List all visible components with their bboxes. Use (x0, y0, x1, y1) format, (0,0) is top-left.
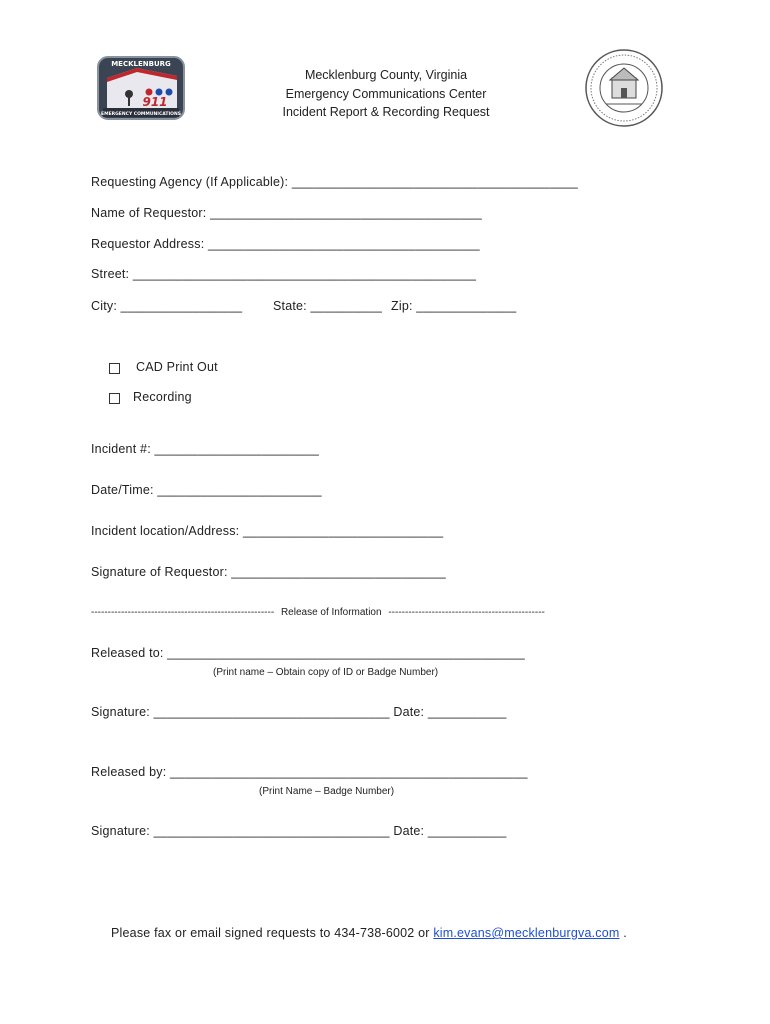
requesting-agency-field[interactable]: Requesting Agency (If Applicable): ________________________________________ (91, 175, 578, 189)
divider-left: ------------------------------------------------------- (91, 607, 275, 618)
recording-checkbox[interactable] (109, 391, 120, 409)
incident-location-field[interactable]: Incident location/Address: ____________________________ (91, 524, 444, 538)
zip-field[interactable]: Zip: ______________ (391, 299, 517, 313)
incident-number-field[interactable]: Incident #: _______________________ (91, 442, 320, 456)
footer-end: . (619, 926, 627, 940)
checkbox-icon (109, 363, 120, 374)
street-field[interactable]: Street: ________________________________________________ (91, 267, 477, 281)
released-by-note: (Print Name – Badge Number) (259, 786, 395, 797)
requestor-name-field[interactable]: Name of Requestor: ______________________________________ (91, 206, 482, 220)
cad-print-label: CAD Print Out (136, 360, 218, 374)
logo-title-text: MECKLENBURG (111, 60, 171, 68)
logo-subtitle-text: EMERGENCY COMMUNICATIONS (101, 112, 181, 117)
date-time-field[interactable]: Date/Time: _______________________ (91, 483, 322, 497)
released-to-note: (Print name – Obtain copy of ID or Badge Number) (213, 667, 439, 678)
footer-instructions (111, 926, 627, 940)
checkbox-icon (109, 393, 120, 404)
release-divider (91, 607, 545, 618)
released-by-field[interactable]: Released by: __________________________________________________ (91, 765, 528, 779)
release-of-information-label: Release of Information (280, 607, 382, 618)
requestor-address-field[interactable]: Requestor Address: ______________________________________ (91, 237, 480, 251)
center-name: Emergency Communications Center (285, 86, 487, 101)
header-title-block (236, 66, 536, 122)
logo-911-text: 911 (142, 95, 168, 109)
city-field[interactable]: City: _________________ (91, 299, 243, 313)
form-title: Incident Report & Recording Request (282, 105, 490, 119)
released-to-field[interactable]: Released to: __________________________________________________ (91, 646, 525, 660)
requestor-signature-field[interactable]: Signature of Requestor: ______________________________ (91, 565, 446, 579)
footer-text: Please fax or email signed requests to 434-738-6002 or (111, 926, 434, 940)
cad-print-checkbox[interactable] (109, 361, 120, 379)
signature-date-field-2[interactable]: Signature: _________________________________ Date: ___________ (91, 824, 507, 838)
county-seal (584, 48, 664, 128)
email-link[interactable]: kim.evans@mecklenburgva.com (433, 926, 620, 940)
emergency-communications-logo (97, 56, 185, 120)
signature-date-field-1[interactable]: Signature: _________________________________ Date: ___________ (91, 705, 507, 719)
divider-right: ----------------------------------------------- (388, 607, 545, 618)
county-name: Mecklenburg County, Virginia (304, 68, 468, 82)
recording-label: Recording (133, 390, 192, 404)
state-field[interactable]: State: __________ (273, 299, 383, 313)
